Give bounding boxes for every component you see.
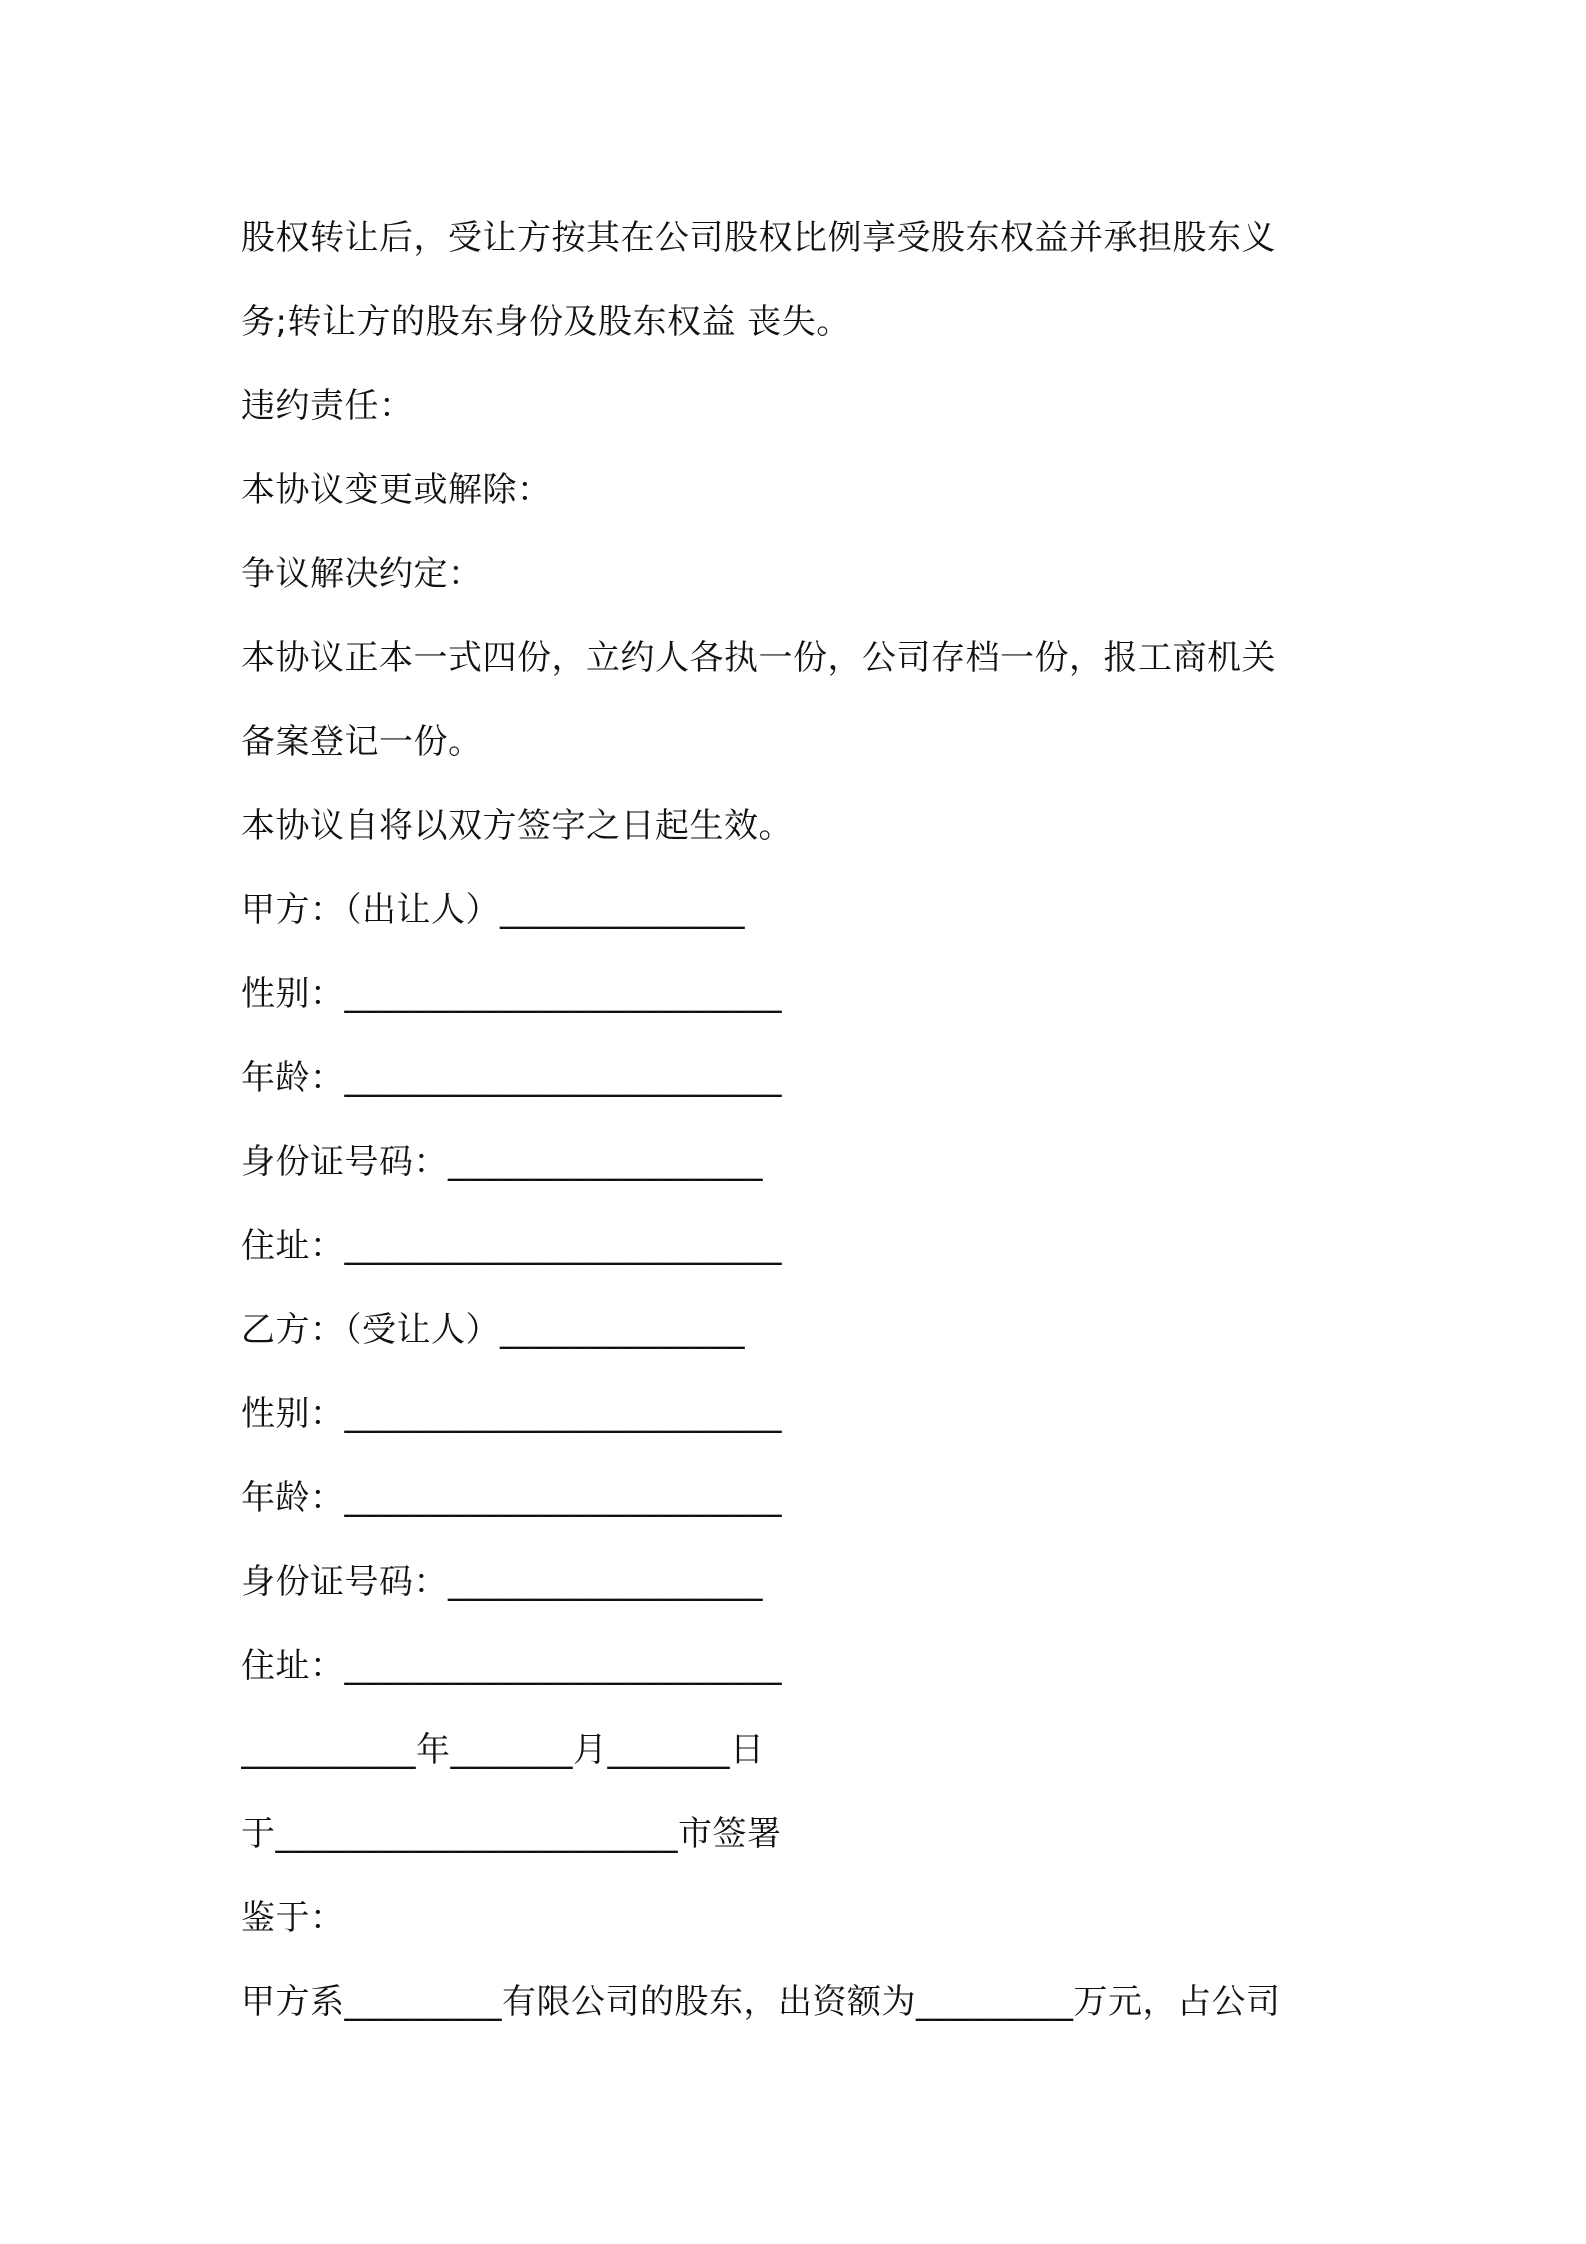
signing-place-field: 于_______________________市签署 [241, 1814, 782, 1854]
party-b-address-field: 住址：_________________________ [241, 1646, 782, 1686]
party-a-age-field: 年龄：_________________________ [241, 1058, 782, 1098]
party-a-id-field: 身份证号码：__________________ [241, 1142, 763, 1182]
paragraph-party-a-shareholder: 甲方系_________有限公司的股东，出资额为_________万元，占公司 [241, 1982, 1281, 2022]
party-a-label: 甲方：（出让人）______________ [241, 890, 745, 930]
party-b-age-field: 年龄：_________________________ [241, 1478, 782, 1518]
paragraph-effective: 本协议自将以双方签字之日起生效。 [241, 806, 793, 846]
document-body [241, 196, 1361, 2044]
party-b-label: 乙方：（受让人）______________ [241, 1310, 745, 1350]
paragraph-copies: 本协议正本一式四份，立约人各执一份，公司存档一份，报工商机关 [241, 638, 1276, 678]
paragraph-transfer-rights-cont: 务;转让方的股东身份及股东权益 丧失。 [241, 302, 851, 342]
paragraph-transfer-rights: 股权转让后，受让方按其在公司股权比例享受股东权益并承担股东义 [241, 218, 1276, 258]
signing-date-field: __________年_______月_______日 [241, 1730, 765, 1770]
heading-dispute-resolution: 争议解决约定： [241, 554, 483, 594]
party-b-gender-field: 性别：_________________________ [241, 1394, 782, 1434]
party-a-gender-field: 性别：_________________________ [241, 974, 782, 1014]
party-a-address-field: 住址：_________________________ [241, 1226, 782, 1266]
party-b-id-field: 身份证号码：__________________ [241, 1562, 763, 1602]
heading-amendment-termination: 本协议变更或解除： [241, 470, 552, 510]
paragraph-copies-cont: 备案登记一份。 [241, 722, 483, 762]
heading-breach-liability: 违约责任： [241, 386, 414, 426]
heading-whereas: 鉴于： [241, 1898, 345, 1938]
